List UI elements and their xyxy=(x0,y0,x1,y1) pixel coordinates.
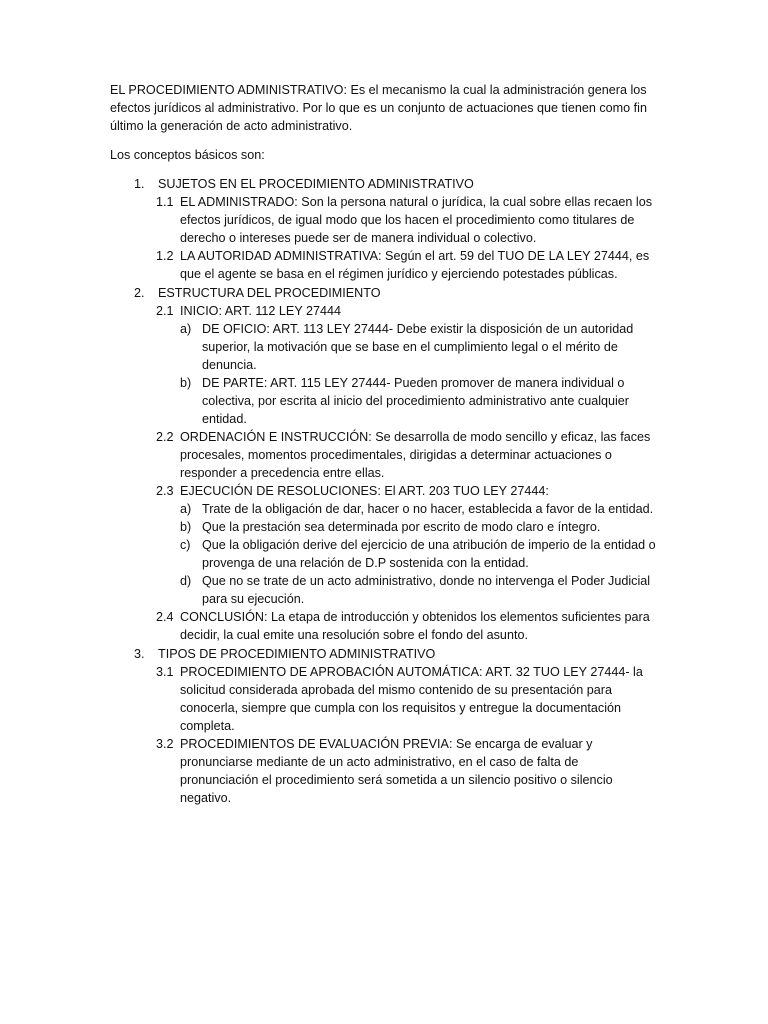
sub-item-text: DE OFICIO: ART. 113 LEY 27444- Debe existir la disposición de un autoridad superior, la motivación que se base en el cumplimiento legal o el mérito de denuncia. xyxy=(202,322,634,372)
item-text: LA AUTORIDAD ADMINISTRATIVA: Según el art. 59 del TUO DE LA LEY 27444, es que el agente se basa en el régimen jurídico y ejerciendo potestades públicas. xyxy=(180,249,650,281)
item-text: EL ADMINISTRADO: Son la persona natural o jurídica, la cual sobre ellas recaen los efectos jurídicos, de igual modo que los hacen el procedimiento como titulares de derecho o intereses puede ser de manera individual o colectivo. xyxy=(180,195,653,245)
sub-item-letter: c) xyxy=(180,538,191,552)
section-title: SUJETOS EN EL PROCEDIMIENTO ADMINISTRATIVO xyxy=(158,177,474,191)
item-number: 1.2 xyxy=(156,249,174,263)
item-number: 2.4 xyxy=(156,610,174,624)
sub-item xyxy=(110,320,658,374)
item-text: CONCLUSIÓN: La etapa de introducción y obtenidos los elementos suficientes para decidir, la cual emite una resolución sobre el fondo del asunto. xyxy=(180,610,650,642)
sub-item xyxy=(110,536,658,572)
item-text: EJECUCIÓN DE RESOLUCIONES: El ART. 203 TUO LEY 27444: xyxy=(180,484,549,498)
concepts-list xyxy=(110,175,658,807)
item-text: INICIO: ART. 112 LEY 27444 xyxy=(180,304,342,318)
list-item xyxy=(110,428,658,482)
list-item xyxy=(110,482,658,500)
item-text: PROCEDIMIENTOS DE EVALUACIÓN PREVIA: Se encarga de evaluar y pronunciarse mediante de un acto administrativo, en el caso de falta de pronunciación el procedimiento será sometida a un silencio positivo o silencio negativo. xyxy=(180,737,613,805)
intro-paragraph: EL PROCEDIMIENTO ADMINISTRATIVO: Es el mecanismo la cual la administración genera los efectos jurídicos al administrativo. Por lo que es un conjunto de actuaciones que tienen como fin último la generación de acto administrativo. xyxy=(110,83,647,133)
list-item xyxy=(110,608,658,644)
item-number: 2.2 xyxy=(156,430,174,444)
section-heading xyxy=(110,284,658,302)
section-number: 1. xyxy=(134,177,145,191)
list-item xyxy=(110,735,658,807)
sub-item xyxy=(110,518,658,536)
sub-item-letter: a) xyxy=(180,502,192,516)
section-title: TIPOS DE PROCEDIMIENTO ADMINISTRATIVO xyxy=(158,647,436,661)
section-number: 3. xyxy=(134,647,145,661)
sub-item-text: Que la obligación derive del ejercicio de una atribución de imperio de la entidad o provenga de una relación de D.P sostenida con la entidad. xyxy=(202,538,656,570)
sub-item-letter: d) xyxy=(180,574,192,588)
sub-item-text: DE PARTE: ART. 115 LEY 27444- Pueden promover de manera individual o colectiva, por escrita al inicio del procedimiento administrativo ante cualquier entidad. xyxy=(202,376,630,426)
lead-paragraph: Los conceptos básicos son: xyxy=(110,148,265,162)
sub-item-letter: a) xyxy=(180,322,192,336)
list-item xyxy=(110,663,658,735)
sub-item-text: Que no se trate de un acto administrativo, donde no intervenga el Poder Judicial para su ejecución. xyxy=(202,574,651,606)
item-text: ORDENACIÓN E INSTRUCCIÓN: Se desarrolla de modo sencillo y eficaz, las faces procesales, momentos procedimentales, dirigidas a determinar actuaciones o responder a precedencia entre ellas. xyxy=(180,430,651,480)
sub-item xyxy=(110,572,658,608)
item-number: 3.1 xyxy=(156,665,174,679)
list-item xyxy=(110,247,658,283)
section-heading xyxy=(110,175,658,193)
item-number: 2.1 xyxy=(156,304,174,318)
sub-item xyxy=(110,500,658,518)
section-title: ESTRUCTURA DEL PROCEDIMIENTO xyxy=(158,286,381,300)
document-body xyxy=(110,81,658,807)
section-heading xyxy=(110,645,658,663)
item-number: 2.3 xyxy=(156,484,174,498)
section-number: 2. xyxy=(134,286,145,300)
sub-item-letter: b) xyxy=(180,376,192,390)
sub-item xyxy=(110,374,658,428)
item-number: 3.2 xyxy=(156,737,174,751)
sub-item-text: Trate de la obligación de dar, hacer o no hacer, establecida a favor de la entidad. xyxy=(202,502,654,516)
list-item xyxy=(110,193,658,247)
sub-item-letter: b) xyxy=(180,520,192,534)
list-item xyxy=(110,302,658,320)
item-number: 1.1 xyxy=(156,195,174,209)
item-text: PROCEDIMIENTO DE APROBACIÓN AUTOMÁTICA: ART. 32 TUO LEY 27444- la solicitud considerada aprobada del mismo contenido de su presentación para conocerla, siempre que cumpla con los requisitos y entregue la documentación completa. xyxy=(180,665,643,733)
sub-item-text: Que la prestación sea determinada por escrito de modo claro e íntegro. xyxy=(202,520,601,534)
